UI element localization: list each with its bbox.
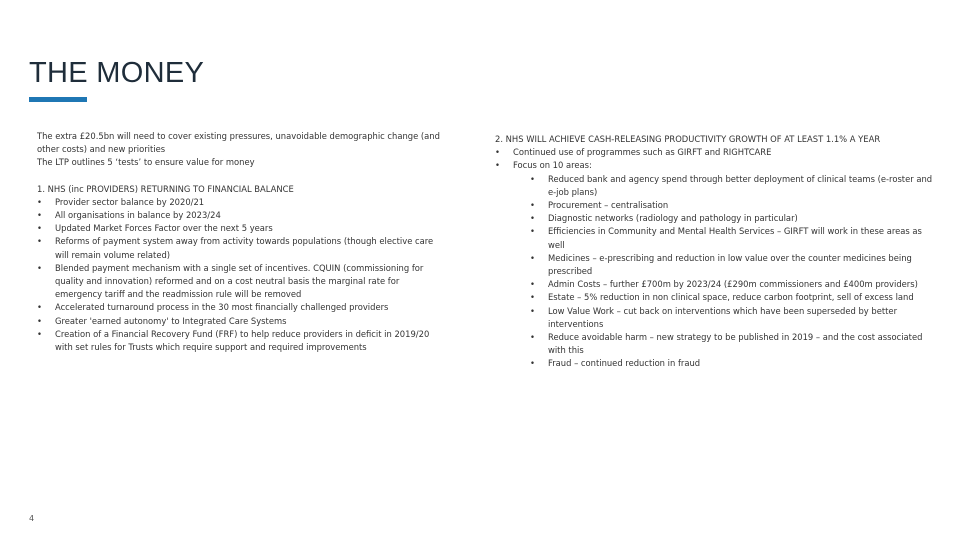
list-item: • Greater 'earned autonomy' to Integrated Care Systems: [37, 315, 447, 328]
sub-list-item: • Procurement – centralisation: [495, 199, 940, 212]
left-column: [37, 130, 447, 354]
right-column: [495, 133, 940, 371]
list-item: • Focus on 10 areas:: [495, 159, 940, 172]
list-item: • Reforms of payment system away from activity towards populations (though elective care will remain volume related): [37, 235, 447, 261]
sub-list-item: • Reduce avoidable harm – new strategy to be published in 2019 – and the cost associated with this: [495, 331, 940, 357]
sub-list-item: • Reduced bank and agency spend through better deployment of clinical teams (e-roster and e-job plans): [495, 173, 940, 199]
sub-list-item: • Efficiencies in Community and Mental Health Services – GIRFT will work in these areas as well: [495, 225, 940, 251]
sub-list-item: • Low Value Work – cut back on interventions which have been superseded by better interventions: [495, 305, 940, 331]
list-item: • All organisations in balance by 2023/24: [37, 209, 447, 222]
spacer: [37, 170, 447, 183]
focus-areas-list: [495, 173, 940, 371]
sub-list-item: • Diagnostic networks (radiology and pathology in particular): [495, 212, 940, 225]
sub-list-item: • Fraud – continued reduction in fraud: [495, 357, 940, 370]
list-item: • Blended payment mechanism with a single set of incentives. CQUIN (commissioning for quality and innovation) reformed and on a cost neutral basis the marginal rate for emergency tariff and the readmission rule will be removed: [37, 262, 447, 302]
intro-paragraph-1: The extra £20.5bn will need to cover existing pressures, unavoidable demographic change (and other costs) and new priorities: [37, 131, 440, 155]
section-heading-productivity: 2. NHS WILL ACHIEVE CASH-RELEASING PRODUCTIVITY GROWTH OF AT LEAST 1.1% A YEAR: [495, 134, 881, 144]
list-item: • Updated Market Forces Factor over the next 5 years: [37, 222, 447, 235]
financial-balance-list: [37, 196, 447, 354]
intro-paragraph-2: The LTP outlines 5 ‘tests’ to ensure value for money: [37, 157, 255, 168]
list-item: • Creation of a Financial Recovery Fund (FRF) to help reduce providers in deficit in 2019/20 with set rules for Trusts which require support and required improvements: [37, 328, 447, 354]
sub-list-item: • Admin Costs – further £700m by 2023/24 (£290m commissioners and £400m providers): [495, 278, 940, 291]
sub-list-item: • Medicines – e-prescribing and reduction in low value over the counter medicines being prescribed: [495, 252, 940, 278]
list-item: • Continued use of programmes such as GIRFT and RIGHTCARE: [495, 146, 940, 159]
title-accent-bar: [29, 97, 87, 102]
sub-list-item: • Estate – 5% reduction in non clinical space, reduce carbon footprint, sell of excess land: [495, 291, 940, 304]
page-number: 4: [29, 514, 35, 523]
list-item: • Accelerated turnaround process in the 30 most financially challenged providers: [37, 301, 447, 314]
list-item: • Provider sector balance by 2020/21: [37, 196, 447, 209]
section-heading-financial-balance: 1. NHS (inc PROVIDERS) RETURNING TO FINANCIAL BALANCE: [37, 183, 294, 194]
productivity-list: [495, 146, 940, 172]
slide-title: THE MONEY: [29, 57, 205, 89]
